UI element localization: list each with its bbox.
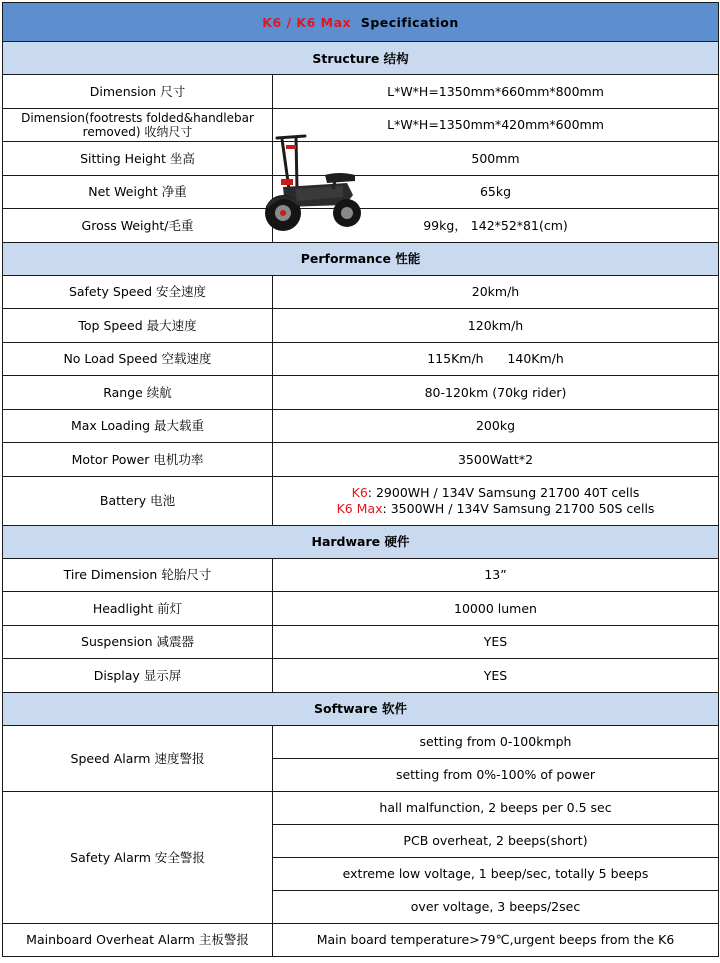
battery-spec-k6max: : 3500WH / 134V Samsung 21700 50S cells — [382, 500, 655, 516]
row-label: Top Speed 最大速度 — [3, 309, 273, 343]
row-value: setting from 0%-100% of power — [273, 758, 719, 791]
battery-line-k6 — [277, 485, 714, 501]
row-label: Safety Alarm 安全警报 — [3, 791, 273, 923]
row-label: Max Loading 最大载重 — [3, 409, 273, 443]
row-value: Main board temperature>79℃,urgent beeps from the K6 — [273, 923, 719, 956]
spec-title — [3, 3, 719, 42]
section-software: Software 软件 — [3, 692, 719, 725]
row-label: Net Weight 净重 — [3, 175, 273, 209]
section-performance: Performance 性能 — [3, 242, 719, 275]
row-value: 115Km/h 140Km/h — [273, 342, 719, 376]
row-value: 10000 lumen — [273, 592, 719, 626]
row-value: 3500Watt*2 — [273, 443, 719, 477]
row-value: L*W*H=1350mm*660mm*800mm — [273, 75, 719, 109]
row-label: Tire Dimension 轮胎尺寸 — [3, 558, 273, 592]
row-label: Speed Alarm 速度警报 — [3, 725, 273, 791]
title-text: Specification — [360, 14, 459, 30]
row-label: Range 续航 — [3, 376, 273, 410]
row-label: No Load Speed 空载速度 — [3, 342, 273, 376]
section-structure: Structure 结构 — [3, 42, 719, 75]
row-value: 65kg — [273, 175, 719, 209]
row-label: Gross Weight/毛重 — [3, 209, 273, 243]
battery-model-k6max: K6 Max — [336, 500, 383, 516]
row-value: 80-120km (70kg rider) — [273, 376, 719, 410]
row-value: 99kg， 142*52*81(cm) — [273, 209, 719, 243]
row-value: L*W*H=1350mm*420mm*600mm — [273, 108, 719, 142]
row-value: 13” — [273, 558, 719, 592]
row-value: 120km/h — [273, 309, 719, 343]
spec-table — [2, 2, 719, 957]
row-label: Display 显示屏 — [3, 659, 273, 693]
row-label: Battery 电池 — [3, 476, 273, 525]
row-value: 20km/h — [273, 275, 719, 309]
row-value: hall malfunction, 2 beeps per 0.5 sec — [273, 791, 719, 824]
title-model: K6 / K6 Max — [262, 14, 352, 30]
row-value: 500mm — [273, 142, 719, 176]
row-label: Safety Speed 安全速度 — [3, 275, 273, 309]
row-value: 200kg — [273, 409, 719, 443]
row-label: Motor Power 电机功率 — [3, 443, 273, 477]
row-value: PCB overheat, 2 beeps(short) — [273, 824, 719, 857]
row-value: setting from 0-100kmph — [273, 725, 719, 758]
row-label: Dimension 尺寸 — [3, 75, 273, 109]
battery-model-k6: K6 — [351, 484, 368, 500]
battery-value — [273, 476, 719, 525]
row-value: YES — [273, 625, 719, 659]
row-label: Suspension 减震器 — [3, 625, 273, 659]
row-value: YES — [273, 659, 719, 693]
row-value: over voltage, 3 beeps/2sec — [273, 890, 719, 923]
row-label: Headlight 前灯 — [3, 592, 273, 626]
row-label: Sitting Height 坐高 — [3, 142, 273, 176]
row-value: extreme low voltage, 1 beep/sec, totally 5 beeps — [273, 857, 719, 890]
row-label: Dimension(footrests folded&handlebar removed) 收纳尺寸 — [3, 108, 273, 142]
section-hardware: Hardware 硬件 — [3, 525, 719, 558]
battery-line-k6max — [277, 501, 714, 517]
battery-spec-k6: : 2900WH / 134V Samsung 21700 40T cells — [367, 484, 640, 500]
row-label: Mainboard Overheat Alarm 主板警报 — [3, 923, 273, 956]
